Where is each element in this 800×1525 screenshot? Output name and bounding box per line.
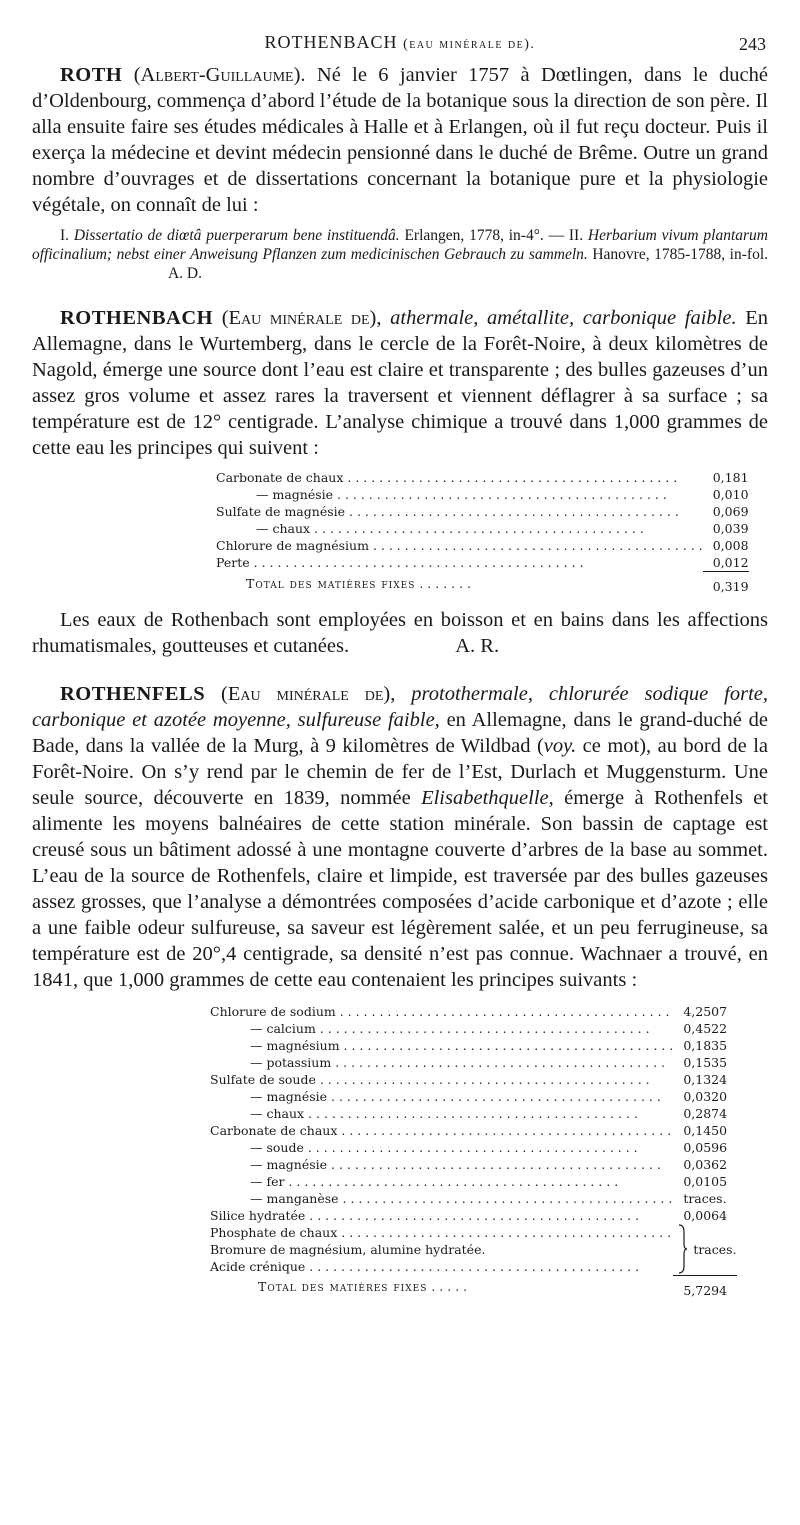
entry-roth-text [32, 62, 768, 218]
rothenbach-row-name: — chaux [256, 521, 311, 536]
rothenfels-row-value: 0,1535 [683, 1055, 728, 1070]
rothenfels-row [210, 1139, 737, 1156]
bib-1-title: Dissertatio de diœtâ puerperarum bene instituendâ. [73, 227, 400, 244]
rothenfels-row [210, 1003, 737, 1020]
rothenbach-usage-text: Les eaux de Rothenbach sont employées en boisson et en bains dans les affections rhumatismales, goutteuses et cutanées. [32, 609, 768, 657]
rothenfels-total-label: Total des matières fixes [258, 1279, 428, 1295]
running-head [32, 32, 768, 62]
rothenbach-description: En Allemagne, dans le Wurtemberg, dans le cercle de la Forêt-Noire, à deux kilomètres de Nagold, émerge une source dont l’eau est claire et transparente ; des bulles gazeuses d’un assez gros volume et assez rares la traversent et viennent déflagrer à sa surface ; sa température est de 12° centigrade. L’analyse chimique a trouvé dans 1,000 grammes de cette eau les principes qui suivent : [32, 307, 768, 459]
rothenfels-row-name: — potassium [250, 1055, 332, 1070]
traces-value: traces. [693, 1241, 737, 1257]
rothenfels-row-value: 0,4522 [683, 1021, 728, 1036]
traces-item-1: Bromure de magnésium, alumine hydratée. [210, 1242, 486, 1257]
headword-rothenfels: ROTHENFELS [60, 683, 206, 705]
roth-bibliography [32, 226, 768, 283]
rothenbach-total-label: Total des matières fixes [246, 575, 416, 591]
traces-item-2: Acide crénique [210, 1259, 306, 1274]
running-head-title-main: ROTHENBACH [264, 32, 398, 52]
rothenfels-row-value: 0,1835 [683, 1038, 728, 1053]
rothenfels-row-name: Chlorure de sodium [210, 1004, 336, 1019]
rothenbach-row-value: 0,010 [712, 487, 749, 502]
rothenfels-row-name: — soude [250, 1140, 304, 1155]
rothenfels-row-name: — magnésie [250, 1157, 328, 1172]
traces-item-0: Phosphate de chaux [210, 1225, 338, 1240]
rothenfels-row [210, 1105, 737, 1122]
rothenbach-paren: (Eau minérale de), [221, 307, 382, 329]
bib-1-number: I. [60, 227, 74, 244]
rothenbach-row-value: 0,012 [712, 555, 749, 570]
rothenbach-row [216, 554, 749, 572]
entry-rothenfels [32, 681, 768, 1299]
rothenfels-row-value: traces. [683, 1191, 727, 1206]
rothenbach-row-value: 0,039 [712, 521, 749, 536]
rothenfels-voy: voy. [543, 735, 577, 757]
rothenbach-row-name: Perte [216, 555, 250, 571]
rothenfels-paren: (Eau minérale de), [221, 683, 396, 705]
rothenfels-row-name: — manganèse [250, 1191, 339, 1206]
entry-rothenbach [32, 305, 768, 659]
rothenbach-row [216, 469, 749, 486]
roth-biography: Né le 6 janvier 1757 à Dœtlingen, dans le duché d’Oldenbourg, commença d’abord l’étude de la botanique sous la direction de son père. Il alla ensuite faire ses études médicales à Halle et à Erlangen, où il fut reçu docteur. Puis il exerça la médecine et devint médecin pensionné dans le duché de Brême. Outre un grand nombre d’ouvrages et de dissertations concernant la botanique pure et la physiologie végétale, on connaît de lui : [32, 64, 769, 216]
page-number: 243 [739, 34, 766, 54]
rothenfels-row-value: 0,0064 [683, 1208, 728, 1223]
rothenfels-row [210, 1190, 737, 1207]
rothenfels-row-name: Sulfate de soude [210, 1072, 316, 1087]
rothenfels-row-value: 4,2507 [683, 1004, 728, 1019]
rothenbach-text [32, 305, 768, 461]
rothenfels-row-value: 0,1450 [683, 1123, 728, 1138]
rothenbach-row [216, 520, 749, 537]
rothenfels-row [210, 1071, 737, 1088]
roth-signature: A. D. [167, 265, 202, 282]
rothenfels-row [210, 1156, 737, 1173]
rothenfels-row [210, 1054, 737, 1071]
bib-2-title: Herbarium vivum plantarum officinalium; nebst einer Anweisung Pflanzen zum medicinischen Gebrauch zu sammeln. [32, 227, 768, 263]
traces-brace [673, 1224, 736, 1275]
brace-icon [677, 1224, 687, 1274]
rothenfels-row [210, 1088, 737, 1105]
rothenfels-row-value: 0,0362 [683, 1157, 728, 1172]
entry-roth [32, 62, 768, 283]
rothenfels-row-name: — magnésie [250, 1089, 328, 1104]
rothenfels-text [32, 681, 768, 993]
rothenbach-row-name: Sulfate de magnésie [216, 504, 346, 519]
rothenfels-total-value: 5,7294 [673, 1275, 736, 1299]
rothenbach-row-name: Carbonate de chaux [216, 470, 344, 485]
rothenfels-row-name: — magnésium [250, 1038, 340, 1053]
rothenbach-row-name: — magnésie [256, 487, 334, 502]
rothenfels-row-name: Silice hydratée [210, 1208, 306, 1223]
rothenfels-row [210, 1207, 737, 1224]
rothenfels-row [210, 1037, 737, 1054]
rothenfels-row-name: — chaux [250, 1106, 305, 1121]
rothenbach-row [216, 503, 749, 520]
bib-2-publication: Hanovre, 1785-1788, in-fol. [587, 246, 768, 263]
running-head-title-paren: (eau minérale de). [403, 37, 536, 52]
rothenbach-row-value: 0,181 [712, 470, 749, 485]
rothenfels-row-value: 0,0320 [683, 1089, 728, 1104]
headword-roth: ROTH [60, 64, 123, 86]
rothenfels-source-name: Elisabethquelle, [421, 787, 554, 809]
rothenbach-row-value: 0,069 [712, 504, 749, 519]
headword-rothenbach: ROTHENBACH [60, 307, 214, 329]
bib-1-publication: Erlangen, 1778, in-4°. — II. [399, 227, 588, 244]
rothenfels-text-c: émerge à Rothenfels et alimente les moyens balnéaires de cette station minérale. Son bassin de captage est creusé sous un bâtiment adossé à une montagne couverte d’arbres de la base au sommet. L’eau de la source de Rothenfels, claire et limpide, est traversée par des bulles gazeuses assez grosses, que l’analyse a démontrées composées d’acide carbonique et d’azote ; elle a une faible odeur sulfureuse, sa saveur est légèrement salée, et un peu ferrugineuse, sa température est de 20°,4 centigrade, sa densité n’est pas connue. Wachnaer a trouvé, en 1841, que 1,000 grammes de cette eau contenaient les principes suivants : [32, 787, 768, 991]
rothenfels-traces-group [210, 1224, 737, 1275]
rothenfels-row [210, 1020, 737, 1037]
rothenbach-row-name: Chlorure de magnésium [216, 538, 369, 553]
rothenbach-row [216, 537, 749, 554]
rothenbach-signature: A. R. [455, 635, 500, 657]
rothenfels-text-a: en Allemagne, dans le grand-duché de Bade, dans la vallée de la Murg, à 9 kilomètres de Wildbad ( [32, 709, 768, 757]
rothenbach-total-value: 0,319 [703, 572, 749, 596]
rothenbach-composition-table [216, 469, 749, 595]
rothenbach-row [216, 486, 749, 503]
rothenfels-row-name: Carbonate de chaux [210, 1123, 338, 1138]
running-head-title [32, 32, 768, 53]
rothenbach-usage [32, 607, 768, 659]
rothenfels-row-value: 0,0596 [683, 1140, 728, 1155]
rothenfels-composition-table [210, 1003, 737, 1299]
rothenfels-row-value: 0,0105 [683, 1174, 728, 1189]
rothenfels-total-row: Total des matières fixes . . . . . 5,7294 [210, 1275, 737, 1299]
rothenbach-row-value: 0,008 [712, 538, 749, 553]
rothenfels-qualifiers: protothermale, chlorurée sodique forte, carbonique et azotée moyenne, sulfureuse faible, [32, 683, 769, 731]
rothenfels-row-value: 0,1324 [683, 1072, 728, 1087]
rothenfels-text-b: ce mot), au bord de la Forêt-Noire. On s’y rend par le chemin de fer de l’Est, Durlach et Muggensturm. Une seule source, découverte en 1839, nommée [32, 735, 769, 809]
rothenbach-total-row: Total des matières fixes . . . . . . . 0,319 [216, 572, 749, 596]
rothenbach-qualifiers: athermale, amétallite, carbonique faible. [381, 307, 737, 329]
rothenfels-row-name: — calcium [250, 1021, 316, 1036]
rothenfels-row [210, 1173, 737, 1190]
rothenfels-row [210, 1122, 737, 1139]
page [0, 32, 800, 1525]
rothenfels-row-name: — fer [250, 1174, 285, 1189]
roth-name: (Albert-Guillaume). [133, 64, 306, 86]
rothenfels-row-value: 0,2874 [683, 1106, 728, 1121]
